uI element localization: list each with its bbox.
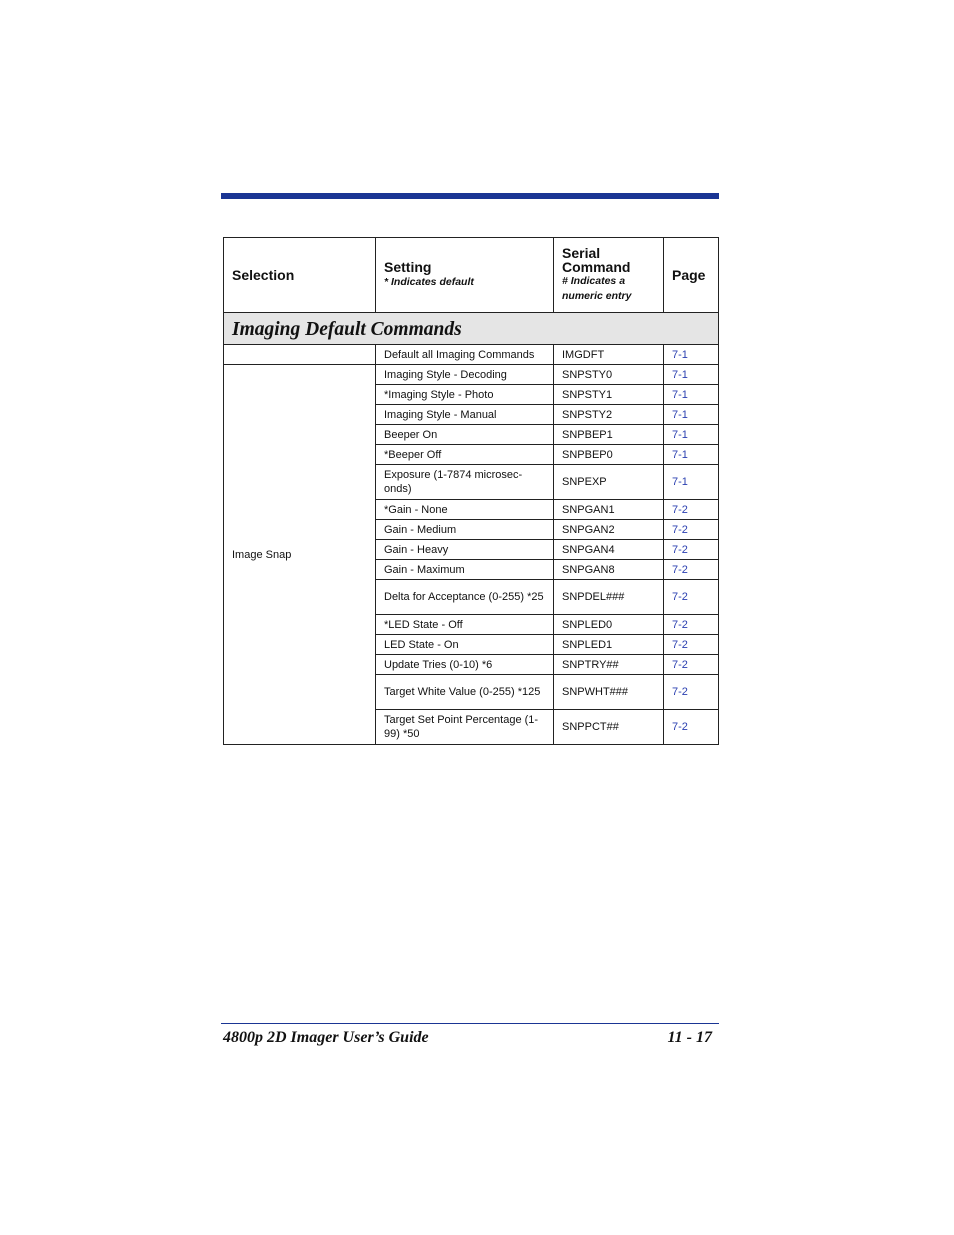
selection-cell [224, 345, 376, 365]
page-link[interactable]: 7-2 [664, 615, 719, 635]
page-link[interactable]: 7-2 [664, 675, 719, 710]
command-cell: SNPDEL### [554, 580, 664, 615]
command-cell: SNPEXP [554, 465, 664, 500]
setting-cell: Gain - Medium [376, 520, 554, 540]
command-cell: SNPPCT## [554, 710, 664, 745]
page-link[interactable]: 7-2 [664, 520, 719, 540]
command-cell: SNPGAN8 [554, 560, 664, 580]
command-cell: SNPGAN2 [554, 520, 664, 540]
command-cell: SNPGAN4 [554, 540, 664, 560]
header-serial-note-2: numeric entry [562, 290, 632, 302]
table-row [224, 345, 719, 365]
command-cell: SNPTRY## [554, 655, 664, 675]
footer-page-number: 11 - 17 [667, 1029, 712, 1046]
setting-cell: Default all Imaging Commands [376, 345, 554, 365]
header-serial-label-2: Command [562, 259, 631, 275]
header-setting [376, 238, 554, 313]
page-link[interactable]: 7-1 [664, 465, 719, 500]
page-link[interactable]: 7-2 [664, 655, 719, 675]
command-table [223, 237, 719, 745]
page-link[interactable]: 7-2 [664, 635, 719, 655]
footer-rule [221, 1023, 719, 1024]
command-cell: SNPLED1 [554, 635, 664, 655]
setting-cell: *LED State - Off [376, 615, 554, 635]
header-setting-label: Setting [384, 259, 432, 275]
setting-cell: Target White Value (0-255) *125 [376, 675, 554, 710]
command-cell: SNPSTY2 [554, 405, 664, 425]
page-link[interactable]: 7-1 [664, 365, 719, 385]
table-header-row [224, 238, 719, 313]
setting-cell: Beeper On [376, 425, 554, 445]
header-serial-label-1: Serial [562, 245, 601, 261]
setting-cell: Imaging Style - Manual [376, 405, 554, 425]
page-link[interactable]: 7-1 [664, 405, 719, 425]
selection-cell: Image Snap [224, 365, 376, 745]
setting-cell: Gain - Maximum [376, 560, 554, 580]
setting-cell: LED State - On [376, 635, 554, 655]
header-page: Page [664, 238, 719, 313]
command-cell: SNPGAN1 [554, 500, 664, 520]
page-link[interactable]: 7-2 [664, 500, 719, 520]
table-row [224, 365, 719, 385]
setting-cell: Exposure (1-7874 microsec-onds) [376, 465, 554, 500]
setting-cell: *Beeper Off [376, 445, 554, 465]
header-selection: Selection [224, 238, 376, 313]
page-link[interactable]: 7-2 [664, 580, 719, 615]
header-serial-note-1: # Indicates a [562, 275, 626, 287]
command-cell: SNPLED0 [554, 615, 664, 635]
setting-cell: Imaging Style - Decoding [376, 365, 554, 385]
header-setting-note: * Indicates default [384, 276, 474, 288]
section-row [224, 313, 719, 345]
header-rule [221, 193, 719, 199]
page-link[interactable]: 7-2 [664, 560, 719, 580]
page-link[interactable]: 7-1 [664, 425, 719, 445]
setting-cell: Update Tries (0-10) *6 [376, 655, 554, 675]
header-serial-command [554, 238, 664, 313]
command-cell: SNPBEP0 [554, 445, 664, 465]
command-cell: SNPWHT### [554, 675, 664, 710]
footer-guide-title: 4800p 2D Imager User’s Guide [223, 1029, 429, 1046]
command-cell: IMGDFT [554, 345, 664, 365]
command-cell: SNPBEP1 [554, 425, 664, 445]
page-link[interactable]: 7-1 [664, 345, 719, 365]
page-link[interactable]: 7-2 [664, 540, 719, 560]
setting-cell: *Gain - None [376, 500, 554, 520]
setting-cell: Gain - Heavy [376, 540, 554, 560]
setting-cell: Delta for Acceptance (0-255) *25 [376, 580, 554, 615]
page-link[interactable]: 7-2 [664, 710, 719, 745]
command-cell: SNPSTY0 [554, 365, 664, 385]
section-title: Imaging Default Commands [224, 313, 719, 345]
page-link[interactable]: 7-1 [664, 445, 719, 465]
page-link[interactable]: 7-1 [664, 385, 719, 405]
setting-cell: Target Set Point Percentage (1-99) *50 [376, 710, 554, 745]
setting-cell: *Imaging Style - Photo [376, 385, 554, 405]
command-cell: SNPSTY1 [554, 385, 664, 405]
